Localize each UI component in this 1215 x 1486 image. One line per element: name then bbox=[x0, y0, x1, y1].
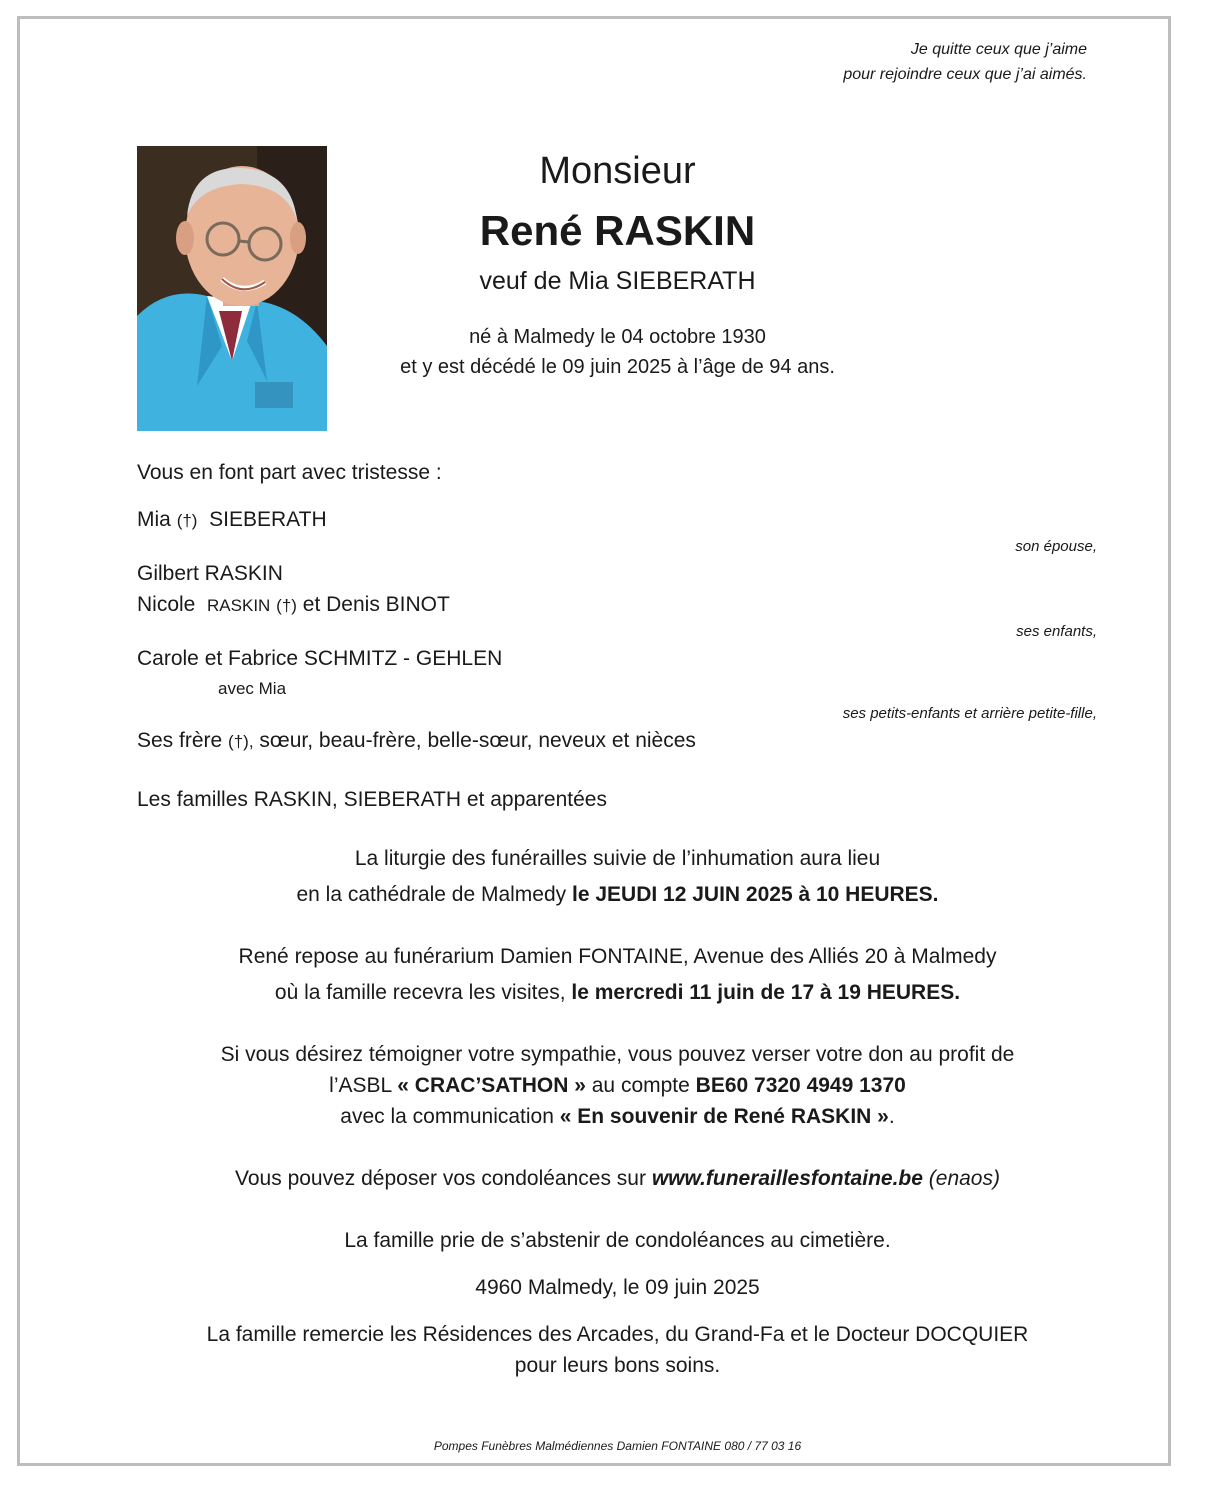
dagger-mark: (†), bbox=[228, 732, 254, 751]
condolences-website-link[interactable]: www.funeraillesfontaine.be bbox=[651, 1167, 923, 1190]
donation-line-3 bbox=[0, 1105, 1215, 1129]
siblings-prefix: Ses frère bbox=[137, 729, 223, 752]
families-line: Les familles RASKIN, SIEBERATH et apparentées bbox=[137, 788, 607, 811]
child-2 bbox=[137, 593, 450, 617]
ceremony-line-2 bbox=[0, 883, 1215, 907]
dagger-mark: (†) bbox=[276, 596, 297, 615]
visitation-prefix: où la famille recevra les visites, bbox=[274, 981, 566, 1004]
grandchildren: Carole et Fabrice SCHMITZ - GEHLEN bbox=[137, 647, 503, 670]
spouse-role: son épouse, bbox=[1015, 538, 1097, 555]
epigraph-line-2: pour rejoindre ceux que j’ai aimés. bbox=[843, 66, 1087, 83]
deceased-name: René RASKIN bbox=[479, 207, 756, 254]
dagger-mark: (†) bbox=[176, 511, 198, 530]
spouse-first-name: Mia bbox=[137, 508, 171, 531]
donation-account-number: BE60 7320 4949 1370 bbox=[695, 1074, 906, 1097]
donation-period: . bbox=[888, 1105, 895, 1128]
donation-account-label: au compte bbox=[591, 1074, 690, 1097]
siblings-rest: sœur, beau-frère, belle-sœur, neveux et nièces bbox=[259, 729, 696, 752]
donation-communication: « En souvenir de René RASKIN » bbox=[559, 1105, 889, 1128]
death-line: et y est décédé le 09 juin 2025 à l’âge de 94 ans. bbox=[400, 356, 835, 378]
epigraph-line-1: Je quitte ceux que j’aime bbox=[910, 41, 1087, 58]
announcement-intro: Vous en font part avec tristesse : bbox=[137, 461, 442, 484]
great-grandchild: avec Mia bbox=[218, 679, 287, 698]
title-monsieur: Monsieur bbox=[539, 150, 696, 192]
spouse-last-name: SIEBERATH bbox=[209, 508, 327, 531]
place-date: 4960 Malmedy, le 09 juin 2025 bbox=[475, 1276, 760, 1299]
donation-communication-label: avec la communication bbox=[340, 1105, 554, 1128]
condolences-suffix: (enaos) bbox=[928, 1167, 1000, 1190]
donation-organization: « CRAC’SATHON » bbox=[397, 1074, 586, 1097]
siblings-line bbox=[137, 729, 696, 753]
birth-line: né à Malmedy le 04 octobre 1930 bbox=[469, 326, 766, 348]
grandchildren-role: ses petits-enfants et arrière petite-fille, bbox=[842, 705, 1097, 722]
visitation-line-1: René repose au funérarium Damien FONTAINE, Avenue des Alliés 20 à Malmedy bbox=[238, 945, 997, 968]
thanks-line-2: pour leurs bons soins. bbox=[514, 1354, 721, 1377]
donation-line-2 bbox=[0, 1074, 1215, 1098]
ceremony-datetime: le JEUDI 12 JUIN 2025 à 10 HEURES. bbox=[572, 883, 939, 906]
child-2-last-name: RASKIN bbox=[207, 596, 271, 615]
visitation-datetime: le mercredi 11 juin de 17 à 19 HEURES. bbox=[571, 981, 961, 1004]
child-2-partner: et Denis BINOT bbox=[302, 593, 450, 616]
condolences-line bbox=[0, 1167, 1215, 1191]
footer-funeral-home: Pompes Funèbres Malmédiennes Damien FONTAINE 080 / 77 03 16 bbox=[433, 1439, 802, 1453]
donation-line-1: Si vous désirez témoigner votre sympathie, vous pouvez verser votre don au profit de bbox=[220, 1043, 1015, 1066]
spouse-line bbox=[137, 508, 327, 532]
thanks-line-1: La famille remercie les Résidences des Arcades, du Grand-Fa et le Docteur DOCQUIER bbox=[206, 1323, 1029, 1346]
child-1: Gilbert RASKIN bbox=[137, 562, 283, 585]
visitation-line-2 bbox=[0, 981, 1215, 1005]
ceremony-line-1: La liturgie des funérailles suivie de l’inhumation aura lieu bbox=[354, 847, 881, 870]
children-role: ses enfants, bbox=[1016, 623, 1097, 640]
ceremony-location: en la cathédrale de Malmedy bbox=[296, 883, 567, 906]
widower-line: veuf de Mia SIEBERATH bbox=[479, 267, 756, 295]
donation-asbl-label: l’ASBL bbox=[329, 1074, 392, 1097]
epigraph bbox=[843, 37, 1087, 87]
child-2-first-name: Nicole bbox=[137, 593, 196, 616]
cemetery-notice: La famille prie de s’abstenir de condoléances au cimetière. bbox=[344, 1229, 891, 1252]
condolences-prefix: Vous pouvez déposer vos condoléances sur bbox=[235, 1167, 646, 1190]
